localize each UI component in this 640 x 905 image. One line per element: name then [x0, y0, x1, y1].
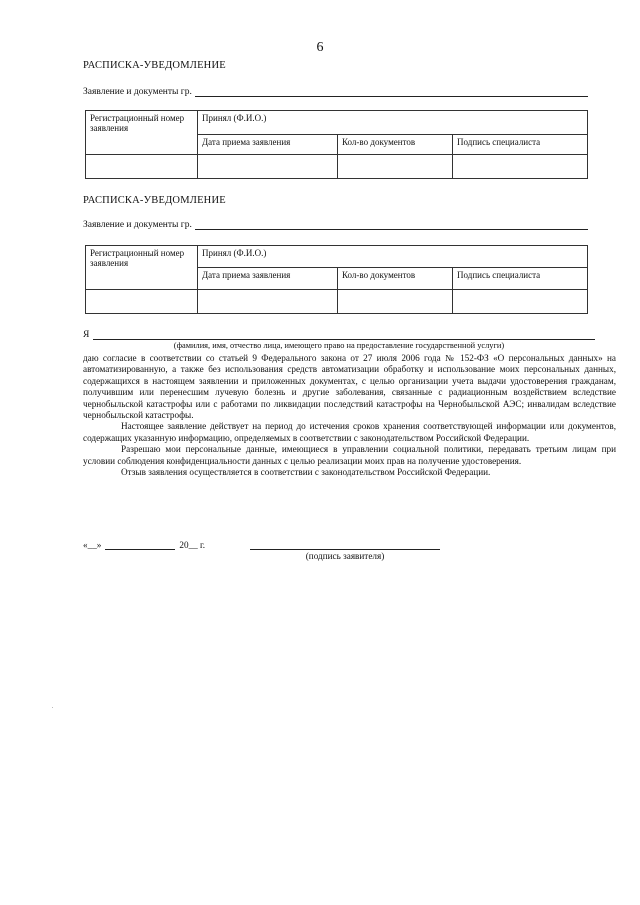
reg-number-cell-1[interactable] [86, 155, 198, 179]
applicant-name-field-2[interactable] [195, 220, 588, 230]
date-day-field[interactable]: «__» [83, 540, 102, 550]
signature-label-1: Подпись специалиста [453, 135, 588, 155]
application-row-1 [83, 87, 588, 97]
fio-caption: (фамилия, имя, отчество лица, имеющего право на предоставление государственной услуги) [173, 341, 505, 350]
date-cell-2[interactable] [198, 290, 338, 314]
receipt-title-2: РАСПИСКА-УВЕДОМЛЕНИЕ [83, 195, 226, 206]
signature-cell-2[interactable] [453, 290, 588, 314]
date-label-1: Дата приема заявления [198, 135, 338, 155]
accepted-by-label-2: Принял (Ф.И.О.) [198, 246, 588, 268]
application-label-1: Заявление и документы гр. [83, 87, 192, 97]
consent-text [83, 353, 616, 478]
consent-paragraph-4: Отзыв заявления осуществляется в соответствии с законодательством Российской Федерации. [121, 467, 491, 478]
consent-paragraph-2: Настоящее заявление действует на период до истечения сроков хранения соответствующей информации или документов, содержащих указанную информацию, определяемых в соответствии с законодательством Российской Федерации. [83, 421, 616, 443]
date-label-2: Дата приема заявления [198, 268, 338, 290]
reg-number-cell-2[interactable] [86, 290, 198, 314]
signature-label-2: Подпись специалиста [453, 268, 588, 290]
date-month-field[interactable] [105, 540, 175, 550]
signature-cell-1[interactable] [453, 155, 588, 179]
signature-caption: (подпись заявителя) [305, 551, 385, 561]
ya-label: Я [83, 330, 90, 340]
docs-count-cell-1[interactable] [338, 155, 453, 179]
receipt-table-2 [85, 245, 588, 314]
docs-count-label-2: Кол-во документов [338, 268, 453, 290]
page-number: 6 [316, 40, 324, 55]
receipt-title-1: РАСПИСКА-УВЕДОМЛЕНИЕ [83, 60, 226, 71]
accepted-by-label-1: Принял (Ф.И.О.) [198, 111, 588, 135]
consent-paragraph-3: Разрешаю мои персональные данные, имеющиеся в управлении социальной политики, передавать третьим лицам при условии соблюдения конфиденциальности данных с целью реализации моих прав на получение удостоверения. [83, 444, 616, 466]
consent-paragraph-1: даю согласие в соответствии со статьей 9 Федерального закона от 27 июля 2006 года № 152-ФЗ «О персональных данных» на автоматизированную, а также без использования средств автоматизации обработку и использование моих персональных данных, содержащихся в настоящем заявлении и приложенных документах, с целью организации учета выдачи удостоверения гражданам, получившим или перенесшим лучевую болезнь и другие заболевания, связанные с радиационным воздействием вследствие чернобыльской катастрофы или с работами по ликвидации последствий катастрофы на Чернобыльской АЭС; инвалидам вследствие чернобыльской катастрофы. [83, 353, 616, 421]
applicant-name-field-1[interactable] [195, 87, 588, 97]
reg-number-label-1: Регистрационный номер заявления [86, 111, 198, 155]
scan-speck [52, 707, 53, 708]
date-row [83, 540, 205, 550]
receipt-table-1 [85, 110, 588, 179]
date-year-field[interactable]: 20__ г. [179, 540, 206, 550]
docs-count-label-1: Кол-во документов [338, 135, 453, 155]
reg-number-label-2: Регистрационный номер заявления [86, 246, 198, 290]
date-cell-1[interactable] [198, 155, 338, 179]
consent-name-row [83, 330, 595, 340]
signature-line[interactable] [250, 549, 440, 550]
docs-count-cell-2[interactable] [338, 290, 453, 314]
application-row-2 [83, 220, 588, 230]
consent-fio-field[interactable] [93, 330, 595, 340]
application-label-2: Заявление и документы гр. [83, 220, 192, 230]
